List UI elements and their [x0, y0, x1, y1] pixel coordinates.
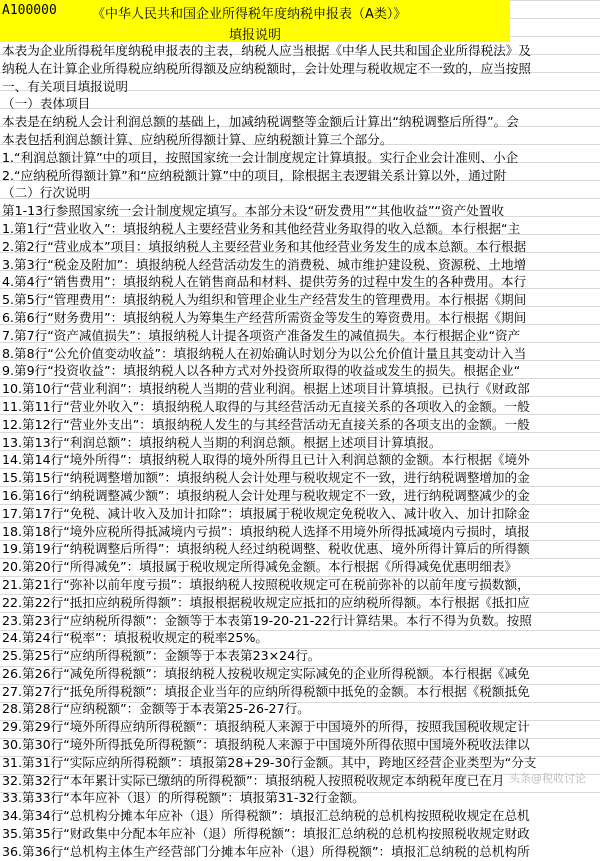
- intro-line: 纳税人在计算企业所得税应纳税所得额及应纳税额时，会计处理与税收规定不一致的，应当按照: [2, 60, 531, 76]
- watermark: 头条@税收讨论: [509, 772, 586, 785]
- row-item: 13.第13行“利润总额”：填报纳税人当期的利润总额。根据上述项目计算填报。: [2, 434, 442, 450]
- row-item: 10.第10行“营业利润”：填报纳税人当期的营业利润。根据上述项目计算填报。已执行《财政部: [2, 381, 530, 397]
- row-item: 28.第28行“应纳税额”：金额等于本表第25-26-27行。: [2, 701, 310, 717]
- row-item: 21.第21行“弥补以前年度亏损”：填报纳税人按照税收规定可在税前弥补的以前年度亏损数额，: [2, 576, 530, 592]
- row-item: 12.第12行“营业外支出”：填报纳税人发生的与其经营活动无直接关系的各项支出的金额。一般: [2, 416, 530, 432]
- row-item: 11.第11行“营业外收入”：填报纳税人取得的与其经营活动无直接关系的各项收入的金额。一般: [2, 398, 530, 414]
- intro-line: 本表是在纳税人会计利润总额的基础上，加减纳税调整等金额后计算出“纳税调整后所得”。会: [2, 114, 519, 130]
- intro-line: 1.“利润总额计算”中的项目，按照国家统一会计制度规定计算填报。实行企业会计准则、小企: [2, 149, 519, 165]
- row-item: 18.第18行“境外应税所得抵减境内亏损”：填报纳税人选择不用境外所得抵减境内亏损时，填报: [2, 523, 530, 539]
- row-item: 4.第4行“销售费用”：填报纳税人在销售商品和材料、提供劳务的过程中发生的各种费用。本行: [2, 274, 527, 290]
- row-item: 1.第1行“营业收入”：填报纳税人主要经营业务和其他经营业务取得的收入总额。本行根据“主: [2, 220, 521, 236]
- row-item: 9.第9行“投资收益”：填报纳税人以各种方式对外投资所取得的收益或发生的损失。根据企业“: [2, 363, 521, 379]
- row-item: 34.第34行“总机构分摊本年应补（退）所得税额”：填报汇总纳税的总机构按照税收规定在总机: [2, 808, 530, 824]
- row-item: 17.第17行“免税、减计收入及加计扣除”：填报属于税收规定免税收入、减计收入、加计扣除金: [2, 505, 530, 521]
- page-title: 《中华人民共和国企业所得税年度纳税申报表（A类）》: [92, 7, 407, 22]
- section-heading: 一、有关项目填报说明: [2, 78, 128, 94]
- row-item: 15.第15行“纳税调整增加额”：填报纳税人会计处理与税收规定不一致，进行纳税调整增加的金: [2, 470, 530, 486]
- form-code: A100000: [2, 3, 57, 18]
- row-item: 19.第19行“纳税调整后所得”：填报纳税人经过纳税调整、税收优惠、境外所得计算后的所得额: [2, 541, 530, 557]
- page-subtitle: 填报说明: [228, 28, 281, 43]
- row-item: 14.第14行“境外所得”：填报纳税人取得的境外所得且已计入利润总额的金额。本行根据《境外: [2, 452, 530, 468]
- row-item: 25.第25行“应纳所得税额”：金额等于本表第23×24行。: [2, 648, 321, 664]
- row-item: 26.第26行“减免所得税额”：填报纳税人按税收规定实际减免的企业所得税额。本行根据《减免: [2, 665, 530, 681]
- row-item: 36.第36行“总机构主体生产经营部门分摊本年应补（退）所得税额”：填报汇总纳税的总机构所: [2, 843, 530, 859]
- title-bar: [0, 0, 510, 42]
- row-item: 32.第32行“本年累计实际已缴纳的所得税额”：填报纳税人按照税收规定本纳税年度已在月: [2, 772, 505, 788]
- intro-line: 本表包括利润总额计算、应纳税所得额计算、应纳税额计算三个部分。: [2, 131, 393, 147]
- intro-line: 本表为企业所得税年度纳税申报表的主表，纳税人应当根据《中华人民共和国企业所得税法》及: [2, 43, 531, 58]
- row-item: 31.第31行“实际应纳所得税额”：填报第28+29-30行金额。其中，跨地区经营企业类型为“分支: [2, 754, 537, 770]
- row-item: 5.第5行“管理费用”：填报纳税人为组织和管理企业生产经营发生的管理费用。本行根据《期间: [2, 292, 527, 308]
- row-item: 35.第35行“财政集中分配本年应补（退）所得税额”：填报汇总纳税的总机构按照税收规定财政: [2, 826, 530, 842]
- row-item: 22.第22行“抵扣应纳税所得额”：填报根据税收规定应抵扣的应纳税所得额。本行根据《抵扣应: [2, 594, 530, 610]
- row-item: 2.第2行“营业成本”项目：填报纳税人主要经营业务和其他经营业务发生的成本总额。本行根据: [2, 238, 527, 254]
- section-heading: （一）表体项目: [2, 96, 91, 112]
- instruction-text: [0, 42, 600, 861]
- row-item: 16.第16行“纳税调整减少额”：填报纳税人会计处理与税收规定不一致，进行纳税调整减少的金: [2, 487, 530, 503]
- row-item: 24.第24行“税率”：填报税收规定的税率25%。: [2, 630, 268, 646]
- row-item: 3.第3行“税金及附加”：填报纳税人经营活动发生的消费税、城市维护建设税、资源税、土地增: [2, 256, 527, 272]
- row-item: 23.第23行“应纳税所得额”：金额等于本表第19-20-21-22行计算结果。本行不得为负数。按照: [2, 612, 532, 628]
- row-item: 7.第7行“资产减值损失”：填报纳税人计提各项资产准备发生的减值损失。本行根据企业“资产: [2, 327, 521, 343]
- row-item: 30.第30行“境外所得抵免所得税额”：填报纳税人来源于中国境外所得依照中国境外税收法律以: [2, 737, 530, 753]
- intro-line: 2.“应纳税所得额计算”和“应纳税额计算”中的项目，除根据主表逻辑关系计算以外，通过附: [2, 167, 507, 183]
- row-item: 27.第27行“抵免所得税额”：填报企业当年的应纳所得税额中抵免的金额。本行根据《税额抵免: [2, 683, 530, 699]
- intro-line: 第1-13行参照国家统一会计制度规定填写。本部分未设“研发费用”“其他收益”“资产处置收: [2, 203, 504, 219]
- row-item: 20.第20行“所得减免”：填报属于税收规定所得减免金额。本行根据《所得减免优惠明细表》: [2, 559, 518, 575]
- section-heading: （二）行次说明: [2, 185, 91, 201]
- row-item: 6.第6行“财务费用”：填报纳税人为筹集生产经营所需资金等发生的筹资费用。本行根据《期间: [2, 309, 527, 325]
- row-item: 8.第8行“公允价值变动收益”：填报纳税人在初始确认时划分为以公允价值计量且其变动计入当: [2, 345, 527, 361]
- row-item: 29.第29行“境外所得应纳所得税额”：填报纳税人来源于中国境外的所得，按照我国税收规定计: [2, 719, 530, 735]
- row-item: 33.第33行“本年应补（退）的所得税额”：填报第31-32行金额。: [2, 790, 365, 806]
